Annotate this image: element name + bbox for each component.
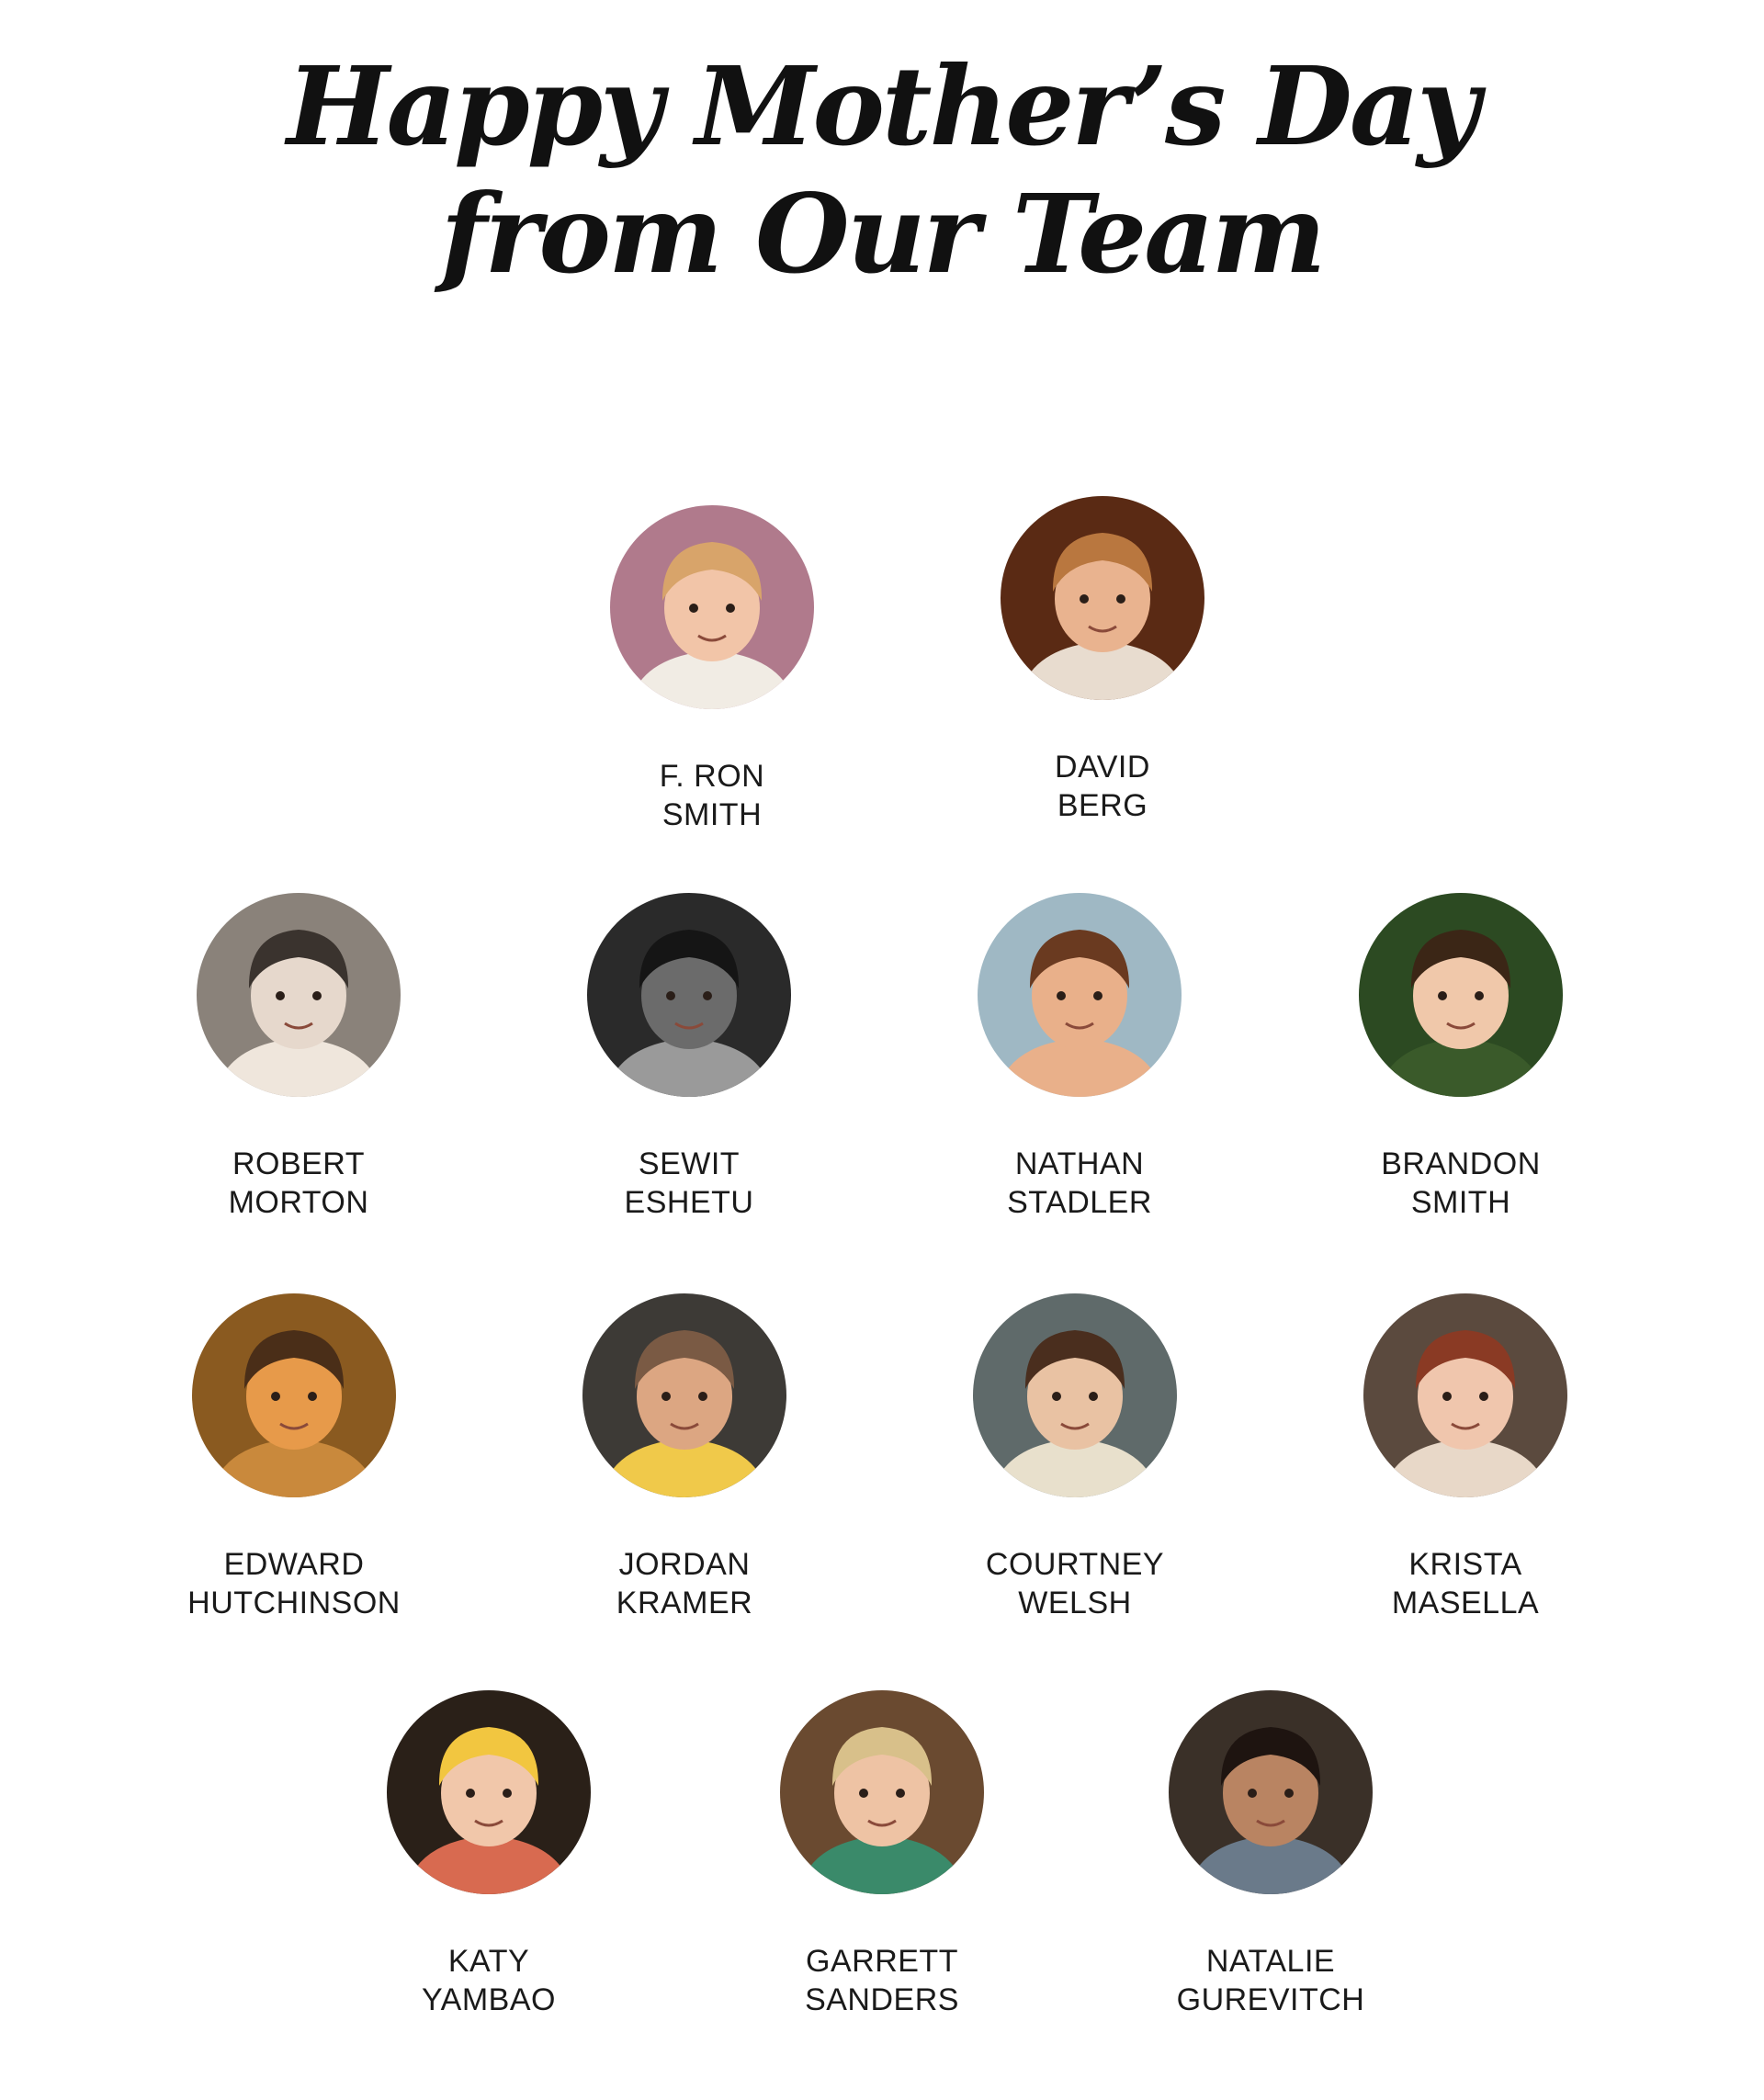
member-name (305, 1942, 673, 2019)
member-last-name: HUTCHINSON (187, 1586, 401, 1620)
member-first-name: COURTNEY (985, 1547, 1165, 1582)
member-name (919, 748, 1286, 825)
member-first-name: GARRETT (806, 1944, 958, 1979)
member-photo (387, 1690, 591, 1894)
member-name (110, 1545, 478, 1622)
child-portrait-icon (780, 1690, 984, 1894)
member-first-name: KATY (447, 1944, 530, 1979)
team-member-garrett-sanders (698, 1690, 1066, 2019)
member-photo (587, 893, 791, 1097)
member-photo (197, 893, 401, 1097)
member-photo (1363, 1293, 1567, 1497)
team-member-sewit-eshetu (505, 893, 873, 1222)
member-last-name: KRAMER (616, 1586, 753, 1620)
member-first-name: BRANDON (1381, 1146, 1541, 1181)
child-portrait-icon (587, 893, 791, 1097)
page-title-line-1: Happy Mother’s Day (287, 42, 1477, 170)
member-first-name: ROBERT (232, 1146, 366, 1181)
member-first-name: SEWIT (638, 1146, 741, 1181)
member-photo (192, 1293, 396, 1497)
member-first-name: NATALIE (1205, 1944, 1336, 1979)
member-photo (1001, 496, 1204, 700)
member-first-name: KRISTA (1408, 1547, 1522, 1582)
member-name (896, 1145, 1263, 1222)
child-portrait-icon (1359, 893, 1563, 1097)
child-portrait-icon (1363, 1293, 1567, 1497)
child-portrait-icon (1169, 1690, 1373, 1894)
member-last-name: WELSH (1018, 1586, 1132, 1620)
member-last-name: SMITH (1410, 1185, 1511, 1220)
team-member-krista-masella (1282, 1293, 1649, 1622)
member-first-name: NATHAN (1014, 1146, 1145, 1181)
team-member-f-ron-smith (528, 505, 896, 834)
member-name (1087, 1942, 1454, 2019)
member-last-name: STADLER (1007, 1185, 1152, 1220)
team-member-katy-yambao (305, 1690, 673, 2019)
team-member-robert-morton (115, 893, 482, 1222)
child-portrait-icon (610, 505, 814, 709)
member-name (528, 757, 896, 834)
child-portrait-icon (387, 1690, 591, 1894)
member-last-name: YAMBAO (422, 1982, 556, 2017)
team-member-courtney-welsh (891, 1293, 1259, 1622)
member-photo (780, 1690, 984, 1894)
member-last-name: MORTON (228, 1185, 369, 1220)
member-first-name: F. RON (659, 759, 765, 794)
team-member-edward-hutchinson (110, 1293, 478, 1622)
member-photo (1359, 893, 1563, 1097)
member-last-name: MASELLA (1391, 1586, 1540, 1620)
member-photo (978, 893, 1182, 1097)
member-name (1277, 1145, 1645, 1222)
member-name (891, 1545, 1259, 1622)
member-first-name: JORDAN (618, 1547, 751, 1582)
page-title-line-2: from Our Team (440, 170, 1324, 298)
member-photo (582, 1293, 786, 1497)
member-first-name: DAVID (1055, 750, 1150, 785)
member-name (1282, 1545, 1649, 1622)
child-portrait-icon (973, 1293, 1177, 1497)
member-name (501, 1545, 868, 1622)
member-last-name: SANDERS (805, 1982, 959, 2017)
child-portrait-icon (978, 893, 1182, 1097)
member-name (115, 1145, 482, 1222)
member-photo (1169, 1690, 1373, 1894)
team-member-natalie-gurevitch (1087, 1690, 1454, 2019)
member-name (505, 1145, 873, 1222)
child-portrait-icon (197, 893, 401, 1097)
child-portrait-icon (582, 1293, 786, 1497)
team-member-david-berg (919, 496, 1286, 825)
member-photo (610, 505, 814, 709)
member-photo (973, 1293, 1177, 1497)
member-last-name: BERG (1057, 788, 1148, 823)
member-last-name: SMITH (662, 797, 763, 832)
team-member-jordan-kramer (501, 1293, 868, 1622)
team-member-nathan-stadler (896, 893, 1263, 1222)
member-last-name: ESHETU (624, 1185, 754, 1220)
child-portrait-icon (1001, 496, 1204, 700)
child-portrait-icon (192, 1293, 396, 1497)
member-name (698, 1942, 1066, 2019)
team-member-brandon-smith (1277, 893, 1645, 1222)
member-last-name: GUREVITCH (1176, 1982, 1365, 2017)
member-first-name: EDWARD (223, 1547, 365, 1582)
